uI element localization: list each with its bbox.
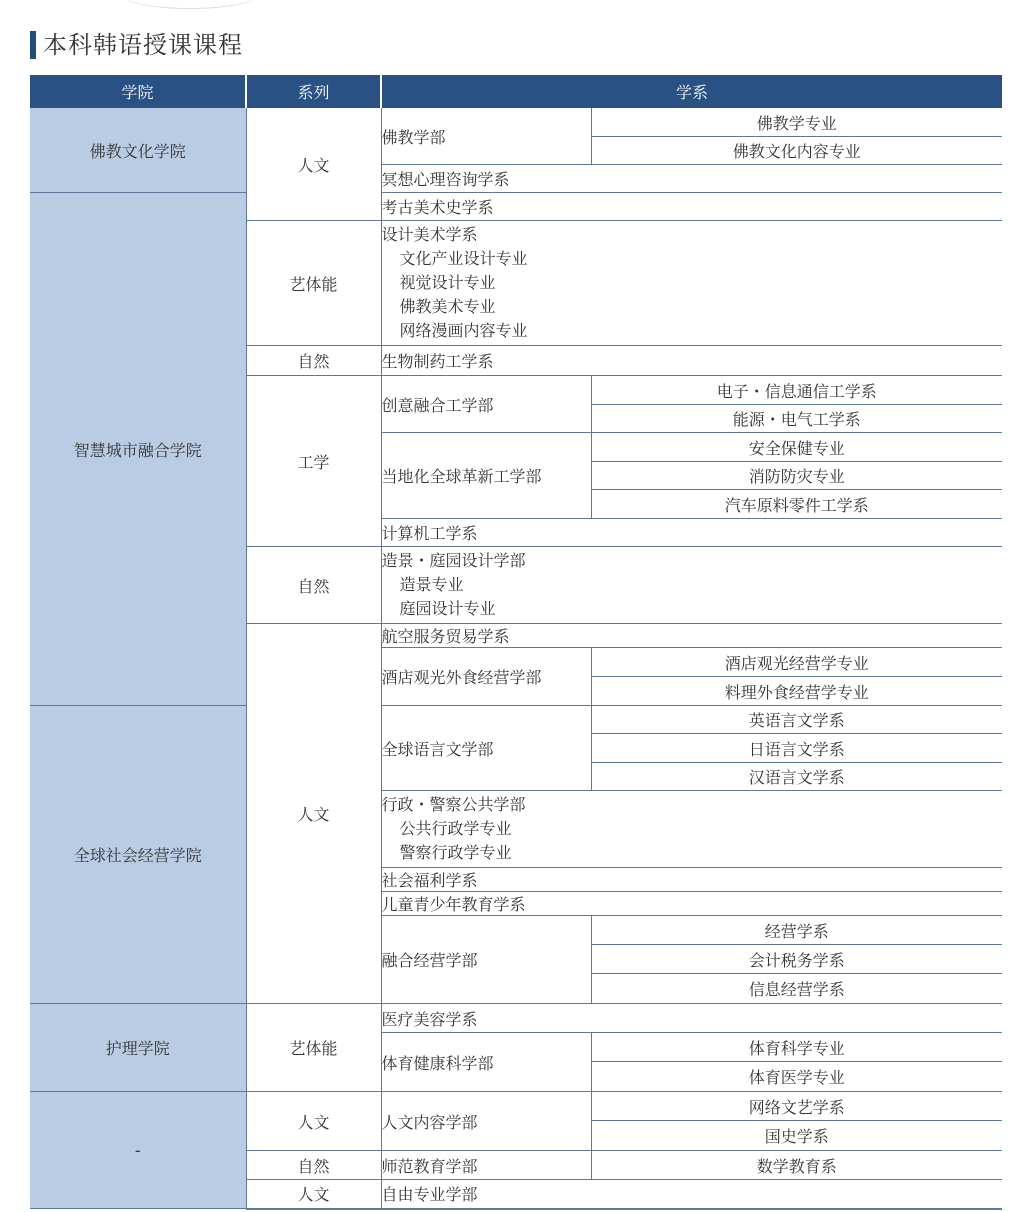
college-cell: - [30,1092,246,1209]
series-cell: 自然 [246,1151,381,1180]
department-cell: 考古美术史学系 [381,193,1002,221]
major-line: 文化产业设计专业 [399,249,528,268]
department-cell: 航空服务贸易学系 [381,624,1002,648]
department-cell: 体育健康科学部 [381,1033,591,1092]
college-cell: 佛教文化学院 [30,108,246,193]
major-cell: 汽车原料零件工学系 [591,490,1002,519]
major-cell: 电子・信息通信工学系 [591,376,1002,405]
major-line: 造景专业 [399,575,464,594]
title-accent-bar [30,31,36,59]
major-cell: 数学教育系 [591,1151,1002,1180]
major-cell: 体育科学专业 [591,1033,1002,1062]
department-line: 设计美术学系 [381,225,478,244]
major-line: 网络漫画内容专业 [399,321,528,340]
header-college: 学院 [30,75,246,108]
department-cell: 佛教学部 [381,108,591,165]
department-cell: 酒店观光外食经营学部 [381,648,591,706]
major-cell: 英语言文学系 [591,706,1002,734]
table-row [30,1004,1002,1033]
table-row [30,706,1002,734]
curriculum-table [30,75,1002,1210]
series-cell: 艺体能 [246,221,381,346]
major-cell: 信息经营学系 [591,974,1002,1004]
table-row [30,1092,1002,1121]
department-cell: 创意融合工学部 [381,376,591,433]
college-cell: 全球社会经营学院 [30,706,246,1004]
college-cell: 护理学院 [30,1004,246,1092]
department-cell: 儿童青少年教育学系 [381,892,1002,916]
major-cell: 酒店观光经营学专业 [591,648,1002,677]
major-cell: 体育医学专业 [591,1062,1002,1092]
series-cell: 自然 [246,346,381,376]
major-cell: 料理外食经营学专业 [591,677,1002,706]
major-cell: 国史学系 [591,1121,1002,1151]
header-series: 系列 [246,75,381,108]
major-cell: 佛教学专业 [591,108,1002,137]
department-cell: 当地化全球革新工学部 [381,433,591,519]
major-cell: 能源・电气工学系 [591,405,1002,433]
table-row [30,193,1002,221]
department-cell: 医疗美容学系 [381,1004,1002,1033]
major-cell: 汉语言文学系 [591,763,1002,791]
major-line: 视觉设计专业 [399,273,496,292]
series-cell: 工学 [246,376,381,547]
major-cell: 佛教文化内容专业 [591,137,1002,165]
department-cell: 冥想心理咨询学系 [381,165,1002,193]
department-line: 行政・警察公共学部 [381,795,526,814]
department-line: 造景・庭园设计学部 [381,551,526,570]
major-line: 庭园设计专业 [399,599,496,618]
department-cell: 自由专业学部 [381,1180,1002,1209]
major-line: 公共行政学专业 [399,819,512,838]
series-cell: 艺体能 [246,1004,381,1092]
department-cell: 全球语言文学部 [381,706,591,791]
table-row [30,108,1002,137]
major-cell: 日语言文学系 [591,734,1002,763]
series-cell: 人文 [246,108,381,221]
department-cell [381,791,1002,868]
college-cell: 智慧城市融合学院 [30,193,246,706]
department-cell: 融合经营学部 [381,916,591,1004]
department-cell: 人文内容学部 [381,1092,591,1151]
decorative-arc [120,0,260,9]
department-cell: 社会福利学系 [381,868,1002,892]
department-cell: 生物制药工学系 [381,346,1002,376]
major-line: 佛教美术专业 [399,297,496,316]
major-line: 警察行政学专业 [399,843,512,862]
department-cell [381,547,1002,624]
major-cell: 网络文艺学系 [591,1092,1002,1121]
major-cell: 安全保健专业 [591,433,1002,462]
major-cell: 消防防灾专业 [591,462,1002,490]
series-cell: 人文 [246,1092,381,1151]
major-cell: 经营学系 [591,916,1002,945]
series-cell: 自然 [246,547,381,624]
header-department: 学系 [381,75,1002,108]
page-title [30,30,243,60]
major-cell: 会计税务学系 [591,945,1002,974]
table-header-row [30,75,1002,108]
page-title-text: 本科韩语授课课程 [43,31,243,59]
department-cell [381,221,1002,346]
department-cell: 计算机工学系 [381,519,1002,547]
series-cell: 人文 [246,624,381,1004]
department-cell: 师范教育学部 [381,1151,591,1180]
series-cell: 人文 [246,1180,381,1209]
